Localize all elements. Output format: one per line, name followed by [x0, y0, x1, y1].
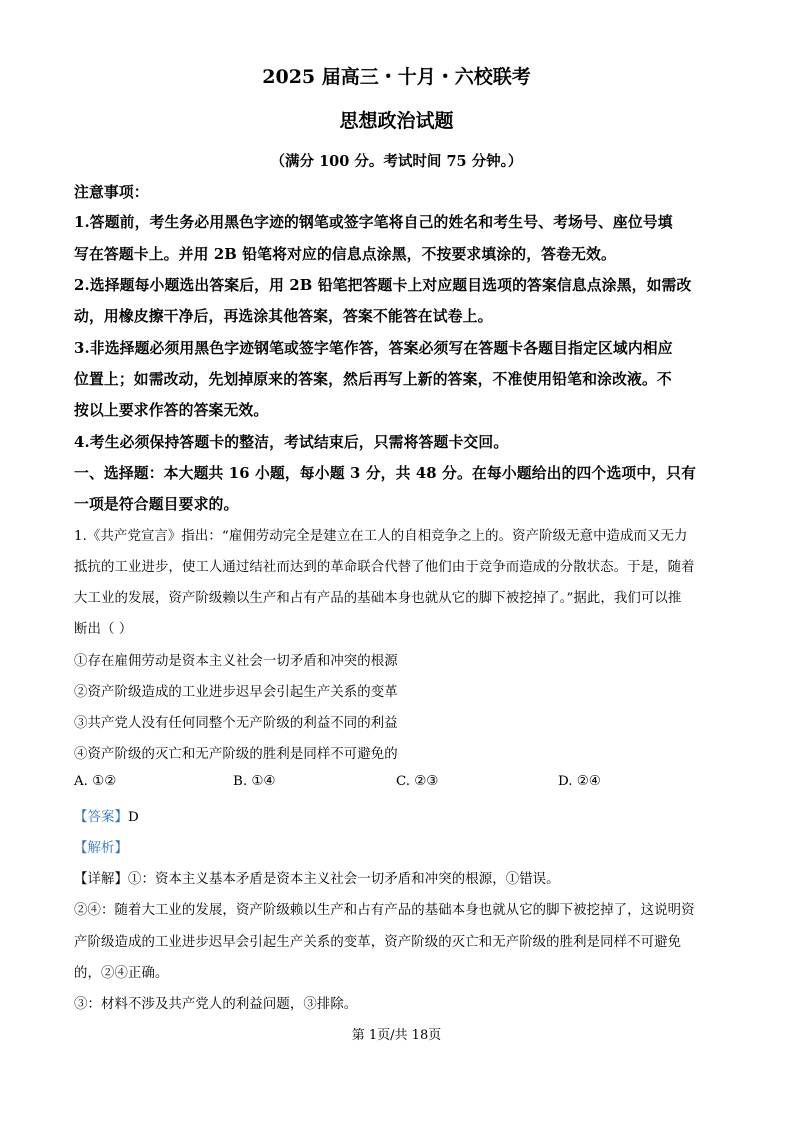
notice-line: 动，用橡皮擦干净后，再选涂其他答案，答案不能答在试卷上。: [74, 308, 493, 325]
question-stem-line: 大工业的发展，资产阶级赖以生产和占有产品的基础本身也就从它的脚下被挖掉了。”据此，我们可以推: [74, 591, 682, 606]
exam-info: （满分 100 分。考试时间 75 分钟。）: [270, 153, 523, 170]
notice-line: 2.选择题每小题选出答案后，用 2B 铅笔把答题卡上对应题目选项的答案信息点涂黑，如需改: [74, 277, 692, 294]
detail-line: ①：资本主义基本矛盾是资本主义社会一切矛盾和冲突的根源，①错误。: [127, 872, 560, 887]
detail-line: ②④：随着大工业的发展，资产阶级赖以生产和占有产品的基础本身也就从它的脚下被挖掉了，这说明资: [74, 903, 695, 918]
detail-line: 的，②④正确。: [74, 966, 169, 981]
statement: ④资产阶级的灭亡和无产阶级的胜利是同样不可避免的: [74, 747, 398, 762]
detail-row: [74, 868, 560, 887]
option-d: D. ②④: [558, 774, 601, 789]
section-heading: 一项是符合题目要求的。: [74, 496, 239, 513]
notice-line: 1.答题前，考生务必用黑色字迹的钢笔或签字笔将自己的姓名和考生号、考场号、座位号填: [74, 214, 673, 231]
answer-value: D: [127, 810, 139, 825]
notice-line: 写在答题卡上。并用 2B 铅笔将对应的信息点涂黑，不按要求填涂的，答卷无效。: [74, 246, 616, 263]
answer-row: [74, 806, 139, 825]
section-heading: 一、选择题：本大题共 16 小题，每小题 3 分，共 48 分。在每小题给出的四个选项中，只有: [74, 465, 697, 482]
answer-label: 【答案】: [74, 810, 128, 825]
option-a: A. ①②: [74, 774, 117, 789]
notice-line: 4.考生必须保持答题卡的整洁，考试结束后，只需将答题卡交回。: [74, 434, 509, 451]
option-b: B. ①④: [233, 774, 276, 789]
notice-line: 3.非选择题必须用黑色字迹钢笔或签字笔作答，答案必须写在答题卡各题目指定区域内相应: [74, 340, 673, 357]
subject-title: 思想政治试题: [339, 110, 454, 132]
notice-heading: 注意事项：: [74, 184, 149, 201]
question-stem-line: 1.《共产党宣言》指出：“雇佣劳动完全是建立在工人的自相竞争之上的。资产阶级无意中造成而又无力: [74, 529, 688, 544]
detail-line: ③：材料不涉及共产党人的利益问题，③排除。: [74, 997, 358, 1012]
statement: ①存在雇佣劳动是资本主义社会一切矛盾和冲突的根源: [74, 654, 398, 669]
detail-line: 产阶级造成的工业进步迟早会引起生产关系的变革，资产阶级的灭亡和无产阶级的胜利是同样不可避免: [74, 935, 682, 950]
detail-label: 【详解】: [74, 872, 128, 887]
notice-line: 位置上；如需改动，先划掉原来的答案，然后再写上新的答案，不准使用铅笔和涂改液。不: [74, 371, 672, 388]
page-number: 第 1页/共 18页: [351, 1028, 442, 1043]
analysis-label: 【解析】: [74, 841, 128, 856]
option-c: C. ②③: [396, 774, 439, 789]
statement: ②资产阶级造成的工业进步迟早会引起生产关系的变革: [74, 685, 398, 700]
question-stem-line: 抵抗的工业进步，使工人通过结社而达到的革命联合代替了他们由于竞争而造成的分散状态。于是，随着: [74, 560, 695, 575]
exam-title: 2025 届高三・十月・六校联考: [262, 66, 531, 88]
statement: ③共产党人没有任何同整个无产阶级的利益不同的利益: [74, 716, 398, 731]
notice-line: 按以上要求作答的答案无效。: [74, 402, 269, 419]
question-stem-line: 断出（ ）: [74, 622, 133, 637]
